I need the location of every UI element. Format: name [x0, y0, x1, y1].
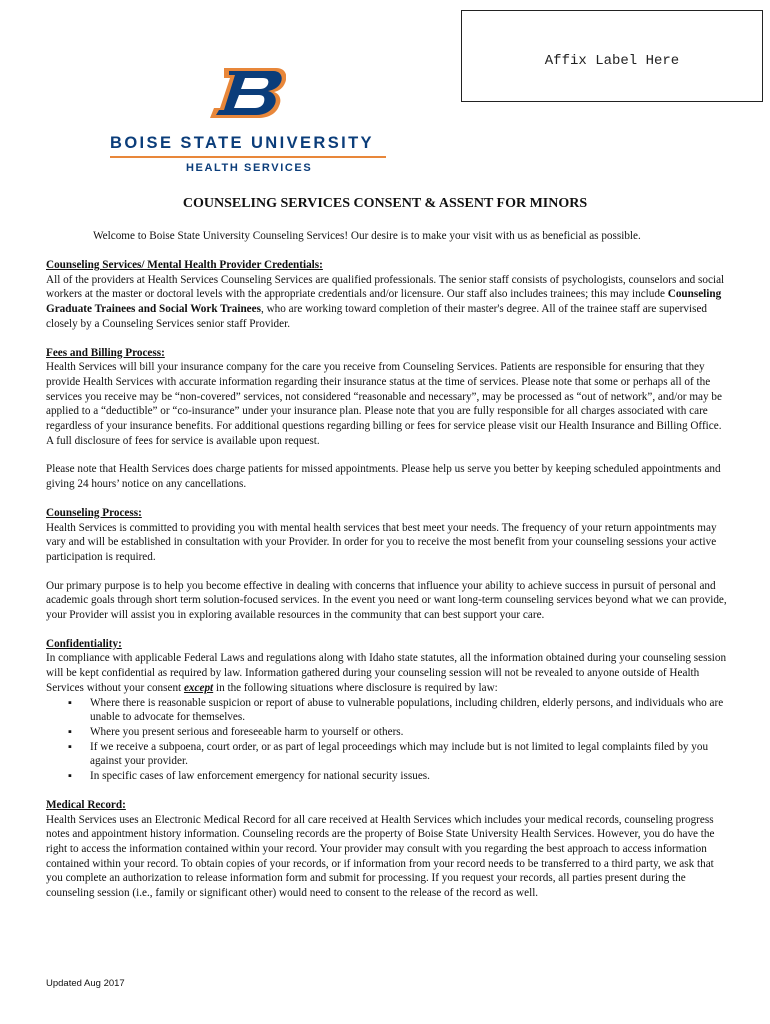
affix-label-text: Affix Label Here — [544, 53, 680, 69]
fees-heading: Fees and Billing Process: — [46, 346, 165, 359]
credentials-section — [46, 258, 728, 332]
medical-record-paragraph: Health Services uses an Electronic Medical Record for all care received at Health Services which includes your medical records, counseling progress notes and appointment history information. Counseling records are the property of Boise State University Health Services. However, you do have the right to access the information contained within your record. Your provider may consult with you regarding the best approach to access information contained within your record. To obtain copies of your records, or if information from your record needs to be transferred to a third party, we ask that you complete an authorization to release information form and submit for processing. If you request your records, all parties present during the counseling session (i.e., family or significant other) would need to consent to the release of the record as well. — [46, 813, 715, 900]
confidentiality-section — [46, 637, 728, 784]
credentials-text-start: All of the providers at Health Services Counseling Services are qualified professionals. The senior staff consists of psychologists, counselors and social workers at the master or doctoral levels with the appropriate credentials and/or licensure. Our staff also includes trainees; this may include — [46, 273, 725, 301]
confidentiality-text-end: in the following situations where disclosure is required by law: — [213, 681, 498, 694]
updated-date-footer: Updated Aug 2017 — [46, 978, 125, 989]
process-section — [46, 506, 728, 623]
logo-divider — [110, 156, 386, 158]
except-emphasis: except — [183, 681, 214, 694]
confidentiality-text-start: In compliance with applicable Federal Laws and regulations along with Idaho state statutes, all the information obtained during your counseling session will be kept confidential as required by law. Information gathered during your counseling session will not be revealed to anyone outside of Health Services without your consent — [46, 652, 727, 694]
process-heading: Counseling Process: — [46, 506, 142, 519]
fees-paragraph-1: Health Services will bill your insurance company for the care you receive from Counseling Services. Patients are responsible for ensuring that they provide Health Services with accurate information regarding their insurance status at the time of services. Please note that some or perhaps all of the services you receive may be “non-covered” services, not considered “reasonable and necessary”, may be processed as “out of network”, and/or may be applied to a “deductible” or “co-insurance” under your insurance plan. Please note that you are fully responsible for all charges associated with care regardless of your insurance benefits. For additional questions regarding billing or fees for service please visit our Health Insurance and Billing Office. A full disclosure of fees for service is available upon request. — [46, 361, 722, 447]
department-name: HEALTH SERVICES — [186, 162, 313, 174]
list-item: ▪ If we receive a subpoena, court order, or as part of legal proceedings which may include but is not limited to legal complaints filed by you against your provider. — [90, 740, 728, 769]
boise-state-b-logo-icon — [210, 66, 286, 120]
confidentiality-paragraph — [46, 651, 728, 695]
process-paragraph-2: Our primary purpose is to help you become effective in dealing with concerns that influence your ability to achieve success in pursuit of personal and academic goals through short term solution-focused services. In the event you need or want long-term counseling services beyond what we can provide, your Provider will assist you in exploring available resources in the community that can best support your care. — [46, 579, 727, 622]
list-item: ▪ In specific cases of law enforcement emergency for national security issues. — [90, 769, 728, 784]
fees-paragraph-2: Please note that Health Services does charge patients for missed appointments. Please help us serve you better by keeping scheduled appointments and giving 24 hours’ notice on any cancellations. — [46, 463, 721, 491]
university-name: BOISE STATE UNIVERSITY — [110, 134, 374, 152]
document-body — [46, 258, 728, 915]
welcome-text: Welcome to Boise State University Counseling Services! Our desire is to make your visit with us as beneficial as possible. — [93, 230, 641, 242]
affix-label-box — [461, 10, 763, 102]
disclosure-list — [46, 696, 728, 784]
credentials-text-end: , who are working toward completion of their master's degree. All of the trainee staff are supervised closely by a Counseling Services senior staff Provider. — [46, 303, 708, 330]
confidentiality-heading: Confidentiality: — [46, 637, 122, 650]
list-item: ▪ Where there is reasonable suspicion or report of abuse to vulnerable populations, including children, elderly persons, and individuals who are unable to advocate for themselves. — [90, 696, 728, 725]
credentials-heading: Counseling Services/ Mental Health Provider Credentials: — [46, 259, 323, 271]
trainee-types: Counseling Graduate Trainees and Social Work Trainees — [46, 288, 722, 316]
credentials-paragraph — [46, 273, 728, 332]
fees-section — [46, 346, 728, 492]
medical-record-section — [46, 798, 728, 901]
medical-record-heading: Medical Record: — [46, 798, 126, 811]
document-title: COUNSELING SERVICES CONSENT & ASSENT FOR MINORS — [182, 196, 588, 211]
process-paragraph-1: Health Services is committed to providing you with mental health services that best meet your needs. The frequency of your return appointments may vary and will be established in consultation with your Provider. In order for you to receive the most benefit from your counseling sessions your active participation is required. — [46, 521, 717, 563]
list-item: ▪ Where you present serious and foreseeable harm to yourself or others. — [90, 725, 728, 740]
